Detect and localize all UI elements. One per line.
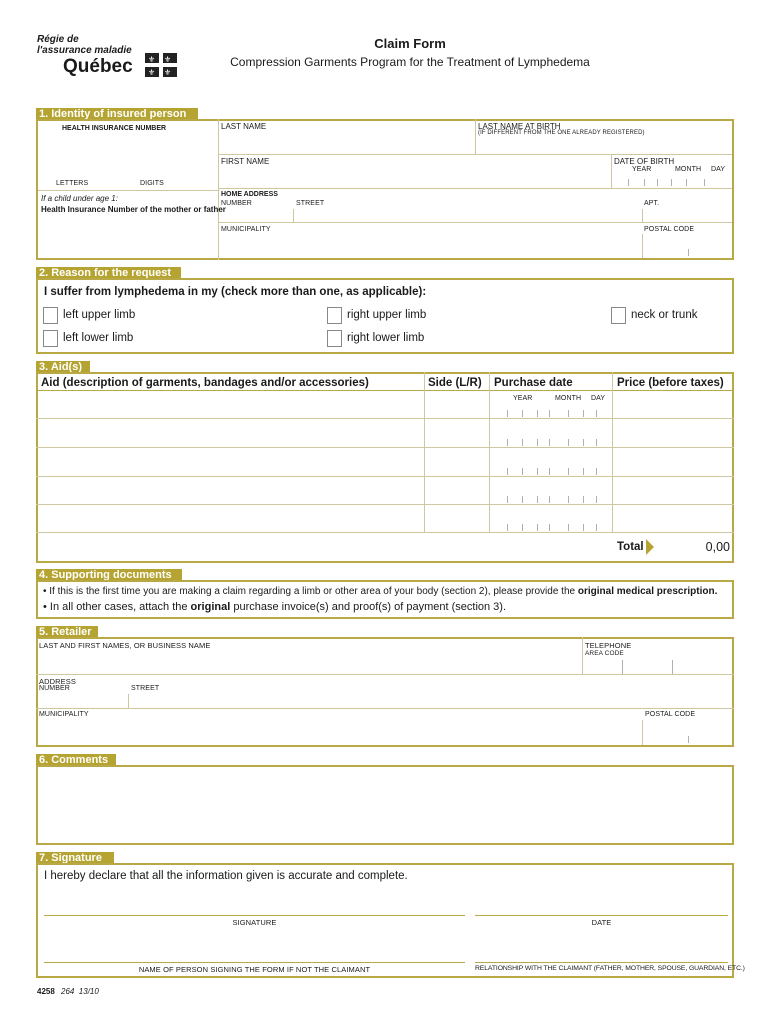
bullet-2-text: • In all other cases, attach the	[43, 601, 191, 613]
section-2-question: I suffer from lymphedema in my (check more than one, as applicable):	[44, 286, 427, 298]
aid-row[interactable]	[38, 505, 732, 532]
form-number: 4258	[37, 987, 55, 996]
first-name-field[interactable]	[220, 166, 608, 186]
municipality-label: MUNICIPALITY	[221, 226, 271, 233]
section-2-title: 2. Reason for the request	[36, 267, 181, 280]
dob-year-label: YEAR	[632, 166, 652, 173]
section-6-title: 6. Comments	[36, 754, 116, 767]
signature-field[interactable]	[44, 895, 465, 915]
comments-field[interactable]	[38, 767, 732, 843]
option-right-lower-limb: right lower limb	[347, 332, 425, 344]
retailer-postal-code-field[interactable]	[644, 720, 732, 745]
section-1-title: 1. Identity of insured person	[36, 108, 198, 121]
postal-code-label: POSTAL CODE	[644, 226, 695, 233]
total-label: Total	[617, 541, 644, 553]
logo-line-1: Régie de	[37, 34, 79, 45]
aid-year-label: YEAR	[513, 395, 533, 402]
option-right-upper-limb: right upper limb	[347, 309, 427, 321]
checkbox-neck-or-trunk[interactable]	[611, 307, 626, 324]
telephone-field[interactable]	[584, 658, 732, 674]
checkbox-right-lower-limb[interactable]	[327, 330, 342, 347]
area-code-label: AREA CODE	[585, 650, 624, 657]
dob-day-label: DAY	[711, 166, 726, 173]
address-number-label: NUMBER	[221, 200, 252, 207]
bullet-1-bold: original medical prescription.	[577, 586, 718, 597]
logo	[37, 34, 177, 84]
section-4-title: 4. Supporting documents	[36, 569, 182, 582]
hin-letters-label: LETTERS	[56, 180, 89, 187]
address-field[interactable]	[220, 208, 732, 222]
name-other-field[interactable]	[44, 942, 465, 962]
logo-line-2: l'assurance maladie	[37, 45, 132, 56]
section-3-title: 3. Aid(s)	[36, 361, 90, 374]
hin-input[interactable]	[40, 136, 214, 178]
retailer-name-label: LAST AND FIRST NAMES, OR BUSINESS NAME	[39, 641, 211, 650]
form-code: 264 13/10	[61, 987, 99, 996]
bullet-2-bold: original	[190, 601, 231, 613]
date-label: DATE	[591, 918, 612, 927]
last-name-label: LAST NAME	[221, 122, 267, 131]
aid-row[interactable]	[38, 392, 732, 418]
retailer-number-label: NUMBER	[39, 685, 70, 692]
dob-month-label: MONTH	[675, 166, 702, 173]
col-side-header: Side (L/R)	[428, 377, 482, 389]
fleur-de-lis-flag-icon	[145, 53, 177, 77]
supporting-bullet-1	[43, 586, 717, 597]
retailer-municipality-label: MUNICIPALITY	[39, 711, 89, 718]
name-other-label: NAME OF PERSON SIGNING THE FORM IF NOT THE CLAIMANT	[138, 965, 371, 974]
date-field[interactable]	[475, 895, 728, 915]
col-date-header: Purchase date	[494, 377, 573, 389]
aid-row[interactable]	[38, 419, 732, 447]
aid-day-label: DAY	[591, 395, 606, 402]
home-address-label: HOME ADDRESS	[221, 191, 278, 198]
retailer-municipality-field[interactable]	[38, 720, 640, 745]
bullet-1-text: • If this is the first time you are making a claim regarding a limb or other area of your body (section 2), please provide the	[43, 586, 578, 597]
option-neck-or-trunk: neck or trunk	[631, 309, 698, 321]
hin-label: HEALTH INSURANCE NUMBER	[62, 125, 167, 132]
aid-month-label: MONTH	[555, 395, 582, 402]
supporting-bullet-2	[43, 601, 506, 613]
child-note: If a child under age 1:	[41, 194, 118, 203]
signature-label: SIGNATURE	[232, 918, 277, 927]
bullet-2-text-end: purchase invoice(s) and proof(s) of payment (section 3).	[230, 601, 507, 613]
option-left-upper-limb: left upper limb	[63, 309, 136, 321]
aid-row[interactable]	[38, 448, 732, 476]
total-value: 0,00	[705, 540, 730, 554]
aid-row[interactable]	[38, 477, 732, 504]
declaration-text: I hereby declare that all the information given is accurate and complete.	[44, 870, 408, 882]
retailer-name-field[interactable]	[38, 651, 580, 673]
form-title: Claim Form	[374, 36, 446, 51]
postal-code-field[interactable]	[644, 235, 732, 257]
option-left-lower-limb: left lower limb	[63, 332, 134, 344]
telephone-label: TELEPHONE	[585, 641, 632, 650]
svg-text:⚜: ⚜	[148, 68, 156, 77]
checkbox-right-upper-limb[interactable]	[327, 307, 342, 324]
dob-label: DATE OF BIRTH	[614, 157, 675, 166]
svg-text:⚜: ⚜	[164, 68, 172, 77]
hin-digits-label: DIGITS	[140, 180, 164, 187]
svg-text:⚜: ⚜	[148, 55, 156, 64]
child-note-2: Health Insurance Number of the mother or father	[41, 205, 226, 214]
retailer-address-field[interactable]	[38, 693, 732, 707]
logo-line-3: Québec	[63, 56, 133, 77]
first-name-label: FIRST NAME	[221, 157, 270, 166]
last-name-birth-label: LAST NAME AT BIRTH	[478, 122, 561, 131]
form-subtitle: Compression Garments Program for the Treatment of Lymphedema	[230, 55, 590, 69]
relationship-field[interactable]	[475, 942, 728, 962]
retailer-street-label: STREET	[131, 685, 160, 692]
dob-input[interactable]	[614, 175, 732, 187]
col-aid-header: Aid (description of garments, bandages and/or accessories)	[41, 377, 369, 389]
section-5-title: 5. Retailer	[36, 626, 98, 639]
municipality-field[interactable]	[220, 235, 640, 257]
address-apt-label: APT.	[644, 200, 660, 207]
section-7-title: 7. Signature	[36, 852, 114, 865]
col-price-header: Price (before taxes)	[617, 377, 724, 389]
retailer-address-label: ADDRESS	[39, 677, 76, 686]
relationship-label: RELATIONSHIP WITH THE CLAIMANT (FATHER, MOTHER, SPOUSE, GUARDIAN, ETC.)	[475, 965, 745, 972]
checkbox-left-lower-limb[interactable]	[43, 330, 58, 347]
last-name-field[interactable]	[220, 132, 474, 152]
last-name-birth-note: (IF DIFFERENT FROM THE ONE ALREADY REGISTERED)	[478, 130, 645, 136]
retailer-postal-code-label: POSTAL CODE	[645, 711, 696, 718]
checkbox-left-upper-limb[interactable]	[43, 307, 58, 324]
svg-text:⚜: ⚜	[164, 55, 172, 64]
address-street-label: STREET	[296, 200, 325, 207]
arrow-right-icon	[646, 539, 654, 555]
